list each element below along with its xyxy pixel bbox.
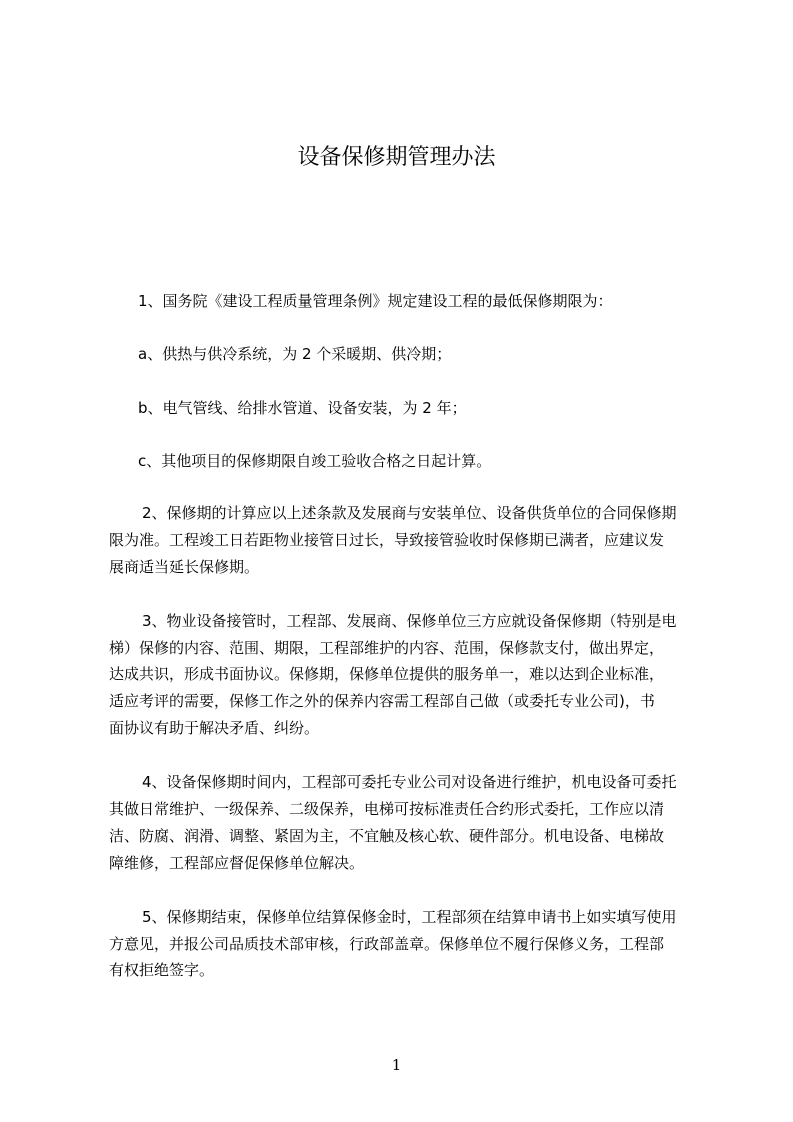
paragraph-line: 障维修，工程部应督促保修单位解决。 <box>109 854 365 872</box>
paragraph-line: 展商适当延长保修期。 <box>109 558 260 576</box>
paragraph-line: 方意见，并报公司品质技术部审核，行政部盖章。保修单位不履行保修义务，工程部 <box>109 935 665 953</box>
paragraph-line: c、其他项目的保修期限自竣工验收合格之日起计算。 <box>138 452 492 470</box>
paragraph-line: 5、保修期结束，保修单位结算保修金时，工程部须在结算申请书上如实填写使用 <box>142 908 677 926</box>
paragraph-line: 有权拒绝签字。 <box>109 961 215 979</box>
paragraph-line: b、电气管线、给排水管道、设备安装，为 2 年； <box>138 399 467 417</box>
paragraph-line: 4、设备保修期时间内，工程部可委托专业公司对设备进行维护，机电设备可委托 <box>142 773 677 791</box>
paragraph-line: 3、物业设备接管时，工程部、发展商、保修单位三方应就设备保修期（特别是电 <box>142 612 677 630</box>
page-number: 1 <box>391 1056 402 1074</box>
paragraph-line: 梯）保修的内容、范围、期限，工程部维护的内容、范围，保修款支付，做出界定， <box>109 639 665 657</box>
document-title: 设备保修期管理办法 <box>297 145 496 170</box>
paragraph-line: 其做日常维护、一级保养、二级保养，电梯可按标准责任合约形式委托，工作应以清 <box>109 800 665 818</box>
paragraph-line: 限为准。工程竣工日若距物业接管日过长，导致接管验收时保修期已满者，应建议发 <box>109 531 665 549</box>
paragraph-line: a、供热与供冷系统，为 2 个采暖期、供冷期； <box>138 345 452 363</box>
paragraph-line: 面协议有助于解决矛盾、纠纷。 <box>109 719 320 737</box>
paragraph-line: 达成共识，形成书面协议。保修期，保修单位提供的服务单一，难以达到企业标准， <box>109 665 665 683</box>
paragraph-line: 适应考评的需要，保修工作之外的保养内容需工程部自己做（或委托专业公司)，书 <box>109 692 655 710</box>
paragraph-line: 洁、防腐、润滑、调整、紧固为主，不宜触及核心软、硬件部分。机电设备、电梯故 <box>109 827 665 845</box>
paragraph-line: 2、保修期的计算应以上述条款及发展商与安装单位、设备供货单位的合同保修期 <box>142 504 677 522</box>
paragraph-line: 1、国务院《建设工程质量管理条例》规定建设工程的最低保修期限为： <box>138 292 613 310</box>
